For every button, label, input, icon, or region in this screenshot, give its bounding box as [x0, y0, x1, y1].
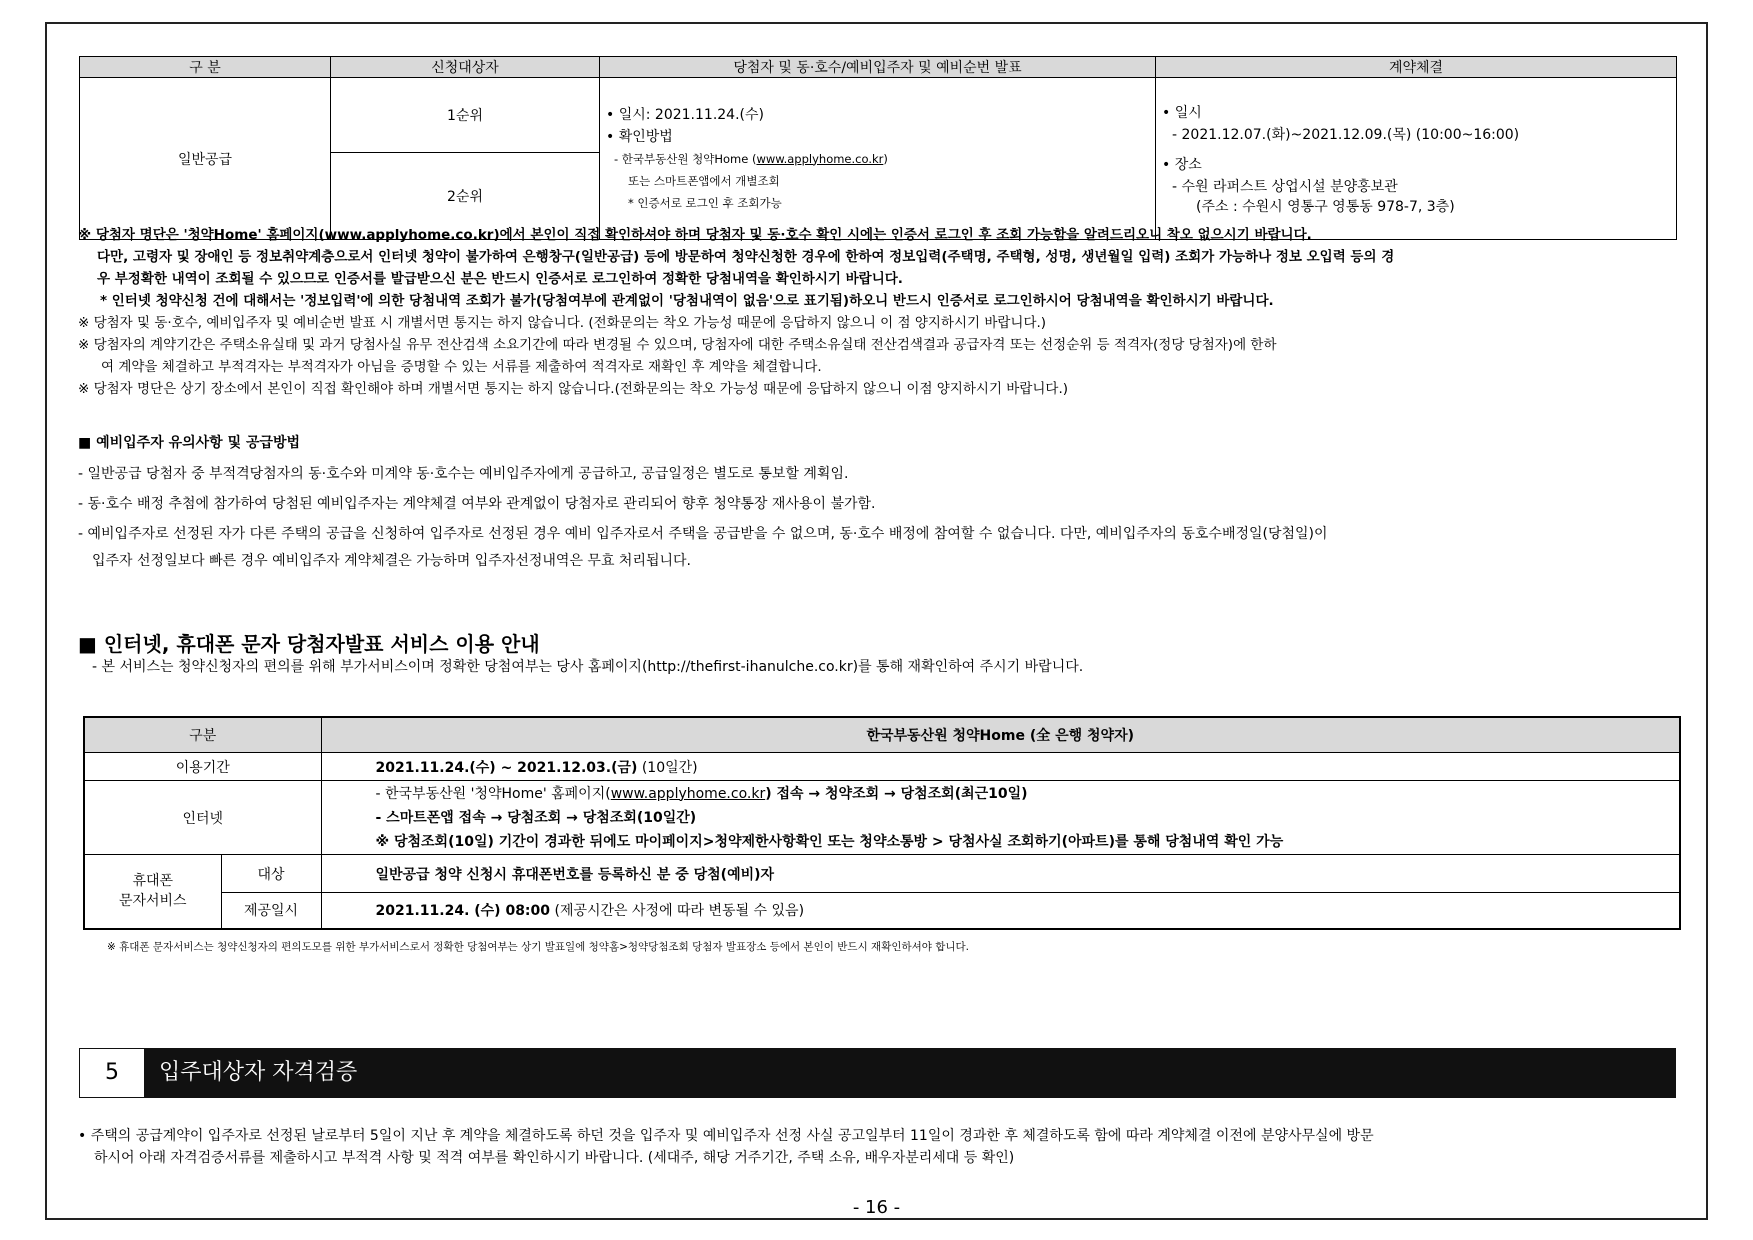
applyhome-link[interactable]: www.applyhome.co.kr: [610, 785, 766, 802]
contract-place-label: • 장소: [1162, 156, 1202, 173]
table-row: [84, 753, 1680, 781]
time-value: 2021.11.24. (수) 08:00 (제공시간은 사정에 따라 변동될 수 있음): [321, 893, 1680, 929]
table-row: [84, 781, 1680, 855]
rank-2: 2순위: [331, 153, 600, 240]
table-row: [84, 855, 1680, 893]
reserve-line: - 일반공급 당첨자 중 부적격당첨자의 동·호수와 미계약 동·호수는 예비입주자에게 공급하고, 공급일정은 별도로 통보할 계획임.: [78, 466, 849, 482]
mobile-label: 휴대폰 문자서비스: [84, 855, 221, 929]
notes-block: [78, 224, 1688, 400]
service-header-applyhome: 한국부동산원 청약Home (全 은행 청약자): [321, 717, 1680, 753]
applyhome-link[interactable]: www.applyhome.co.kr: [756, 151, 884, 166]
internet-label: 인터넷: [84, 781, 321, 855]
announce-line2: 또는 스마트폰앱에서 개별조회: [628, 173, 780, 188]
note-line: ※ 당첨자의 계약기간은 주택소유실태 및 과거 당첨사실 유무 전산검색 소요기간에 따라 변경될 수 있으며, 당첨자에 대한 주택소유실태 전산검색결과 공급자격 또는 선정순위 등 적격자(정당 당첨자)에 한하: [78, 337, 1277, 353]
reserve-heading: ■ 예비입주자 유의사항 및 공급방법: [78, 435, 301, 451]
section-number: 5: [80, 1049, 144, 1097]
paragraph-line: 하시어 아래 자격검증서류를 제출하시고 부적격 사항 및 적격 여부를 확인하시기 바랍니다. (세대주, 해당 거주기간, 주택 소유, 배우자분리세대 등 확인): [94, 1150, 1015, 1166]
announcement-table-header: [80, 57, 1677, 78]
internet-line1: - 한국부동산원 '청약Home' 홈페이지(www.applyhome.co.kr) 접속 → 청약조회 → 당첨조회(최근10일): [375, 785, 1028, 802]
header-applicant: 신청대상자: [331, 57, 600, 78]
contract-date-value: - 2021.12.07.(화)~2021.12.09.(목) (10:00~16:00): [1172, 126, 1520, 143]
service-subtext: - 본 서비스는 청약신청자의 편의를 위해 부가서비스이며 정확한 당첨여부는 당사 홈페이지(http://thefirst-ihanulche.co.kr)를 통해 재확인하여 주시기 바랍니다.: [92, 659, 1084, 675]
category-general-supply: 일반공급: [80, 78, 331, 240]
service-table: [83, 716, 1681, 930]
reserve-line: - 예비입주자로 선정된 자가 다른 주택의 공급을 신청하여 입주자로 선정된 경우 예비 입주자로서 주택을 공급받을 수 없으며, 동·호수 배정에 참여할 수 없습니다. 다만, 예비입주자의 동호수배정일(당첨일)이: [78, 526, 1328, 542]
announcement-table: [79, 56, 1677, 240]
internet-line2: - 스마트폰앱 접속 → 당첨조회 → 당첨조회(10일간): [375, 809, 697, 826]
note-line: * 인터넷 청약신청 건에 대해서는 '정보입력'에 의한 당첨내역 조회가 불가(당첨여부에 관계없이 '당첨내역이 없음'으로 표기됨)하오니 반드시 인증서로 로그인하시어 당첨내역을 확인하시기 바랍니다.: [100, 293, 1274, 309]
rank-1: 1순위: [331, 78, 600, 153]
header-contract: 계약체결: [1156, 57, 1677, 78]
target-label: 대상: [221, 855, 321, 893]
table-row: [80, 78, 1677, 153]
section-5-paragraph: [78, 1125, 1698, 1169]
announce-method: • 확인방법: [606, 128, 673, 145]
internet-line3: ※ 당첨조회(10일) 기간이 경과한 뒤에도 마이페이지>청약제한사항확인 또는 청약소통방 > 당첨사실 조회하기(아파트)를 통해 당첨내역 확인 가능: [375, 833, 1284, 850]
service-footnote: ※ 휴대폰 문자서비스는 청약신청자의 편의도모를 위한 부가서비스로서 정확한 당첨여부는 상기 발표일에 청약홈>청약당첨조회 당첨자 발표장소 등에서 본인이 반드시 재확인하셔야 합니다.: [107, 941, 970, 953]
announcement-details: [600, 78, 1156, 240]
note-line: ※ 당첨자 명단은 '청약Home' 홈페이지(www.applyhome.co.kr)에서 본인이 직접 확인하셔야 하며 당첨자 및 동·호수 확인 시에는 인증서 로그인 후 조회 가능함을 알려드리오니 착오 없으시기 바랍니다.: [78, 227, 1312, 243]
announce-date: • 일시: 2021.11.24.(수): [606, 106, 764, 123]
contract-place-value: - 수원 라퍼스트 상업시설 분양홍보관: [1172, 178, 1398, 195]
note-line: 우 부정확한 내역이 조회될 수 있으므로 인증서를 발급받으신 분은 반드시 인증서로 로그인하여 정확한 당첨내역을 확인하시기 바랍니다.: [97, 271, 903, 287]
note-line: 여 계약을 체결하고 부적격자는 부적격자가 아님을 증명할 수 있는 서류를 제출하여 적격자로 재확인 후 계약을 체결합니다.: [101, 359, 822, 375]
contract-date-label: • 일시: [1162, 104, 1202, 121]
header-announcement: 당첨자 및 동·호수/예비입주자 및 예비순번 발표: [600, 57, 1156, 78]
time-label: 제공일시: [221, 893, 321, 929]
header-category: 구 분: [80, 57, 331, 78]
section-title: 입주대상자 자격검증: [159, 1060, 358, 1085]
section-5-header: [79, 1048, 1676, 1098]
note-line: ※ 당첨자 및 동·호수, 예비입주자 및 예비순번 발표 시 개별서면 통지는 하지 않습니다. (전화문의는 착오 가능성 때문에 응답하지 않으니 이 점 양지하시기 바랍니다.): [78, 315, 1047, 331]
service-heading: ■ 인터넷, 휴대폰 문자 당첨자발표 서비스 이용 안내: [78, 632, 540, 656]
internet-details: [321, 781, 1680, 855]
note-line: 다만, 고령자 및 장애인 등 정보취약계층으로서 인터넷 청약이 불가하여 은행창구(일반공급) 등에 방문하여 청약신청한 경우에 한하여 정보입력(주택명, 주택형, 성명, 생년월일 입력) 조회가 가능하나 정보 오입력 등의 경: [97, 249, 1395, 265]
service-table-header: [84, 717, 1680, 753]
announce-line3: * 인증서로 로그인 후 조회가능: [628, 195, 782, 210]
note-line: ※ 당첨자 명단은 상기 장소에서 본인이 직접 확인해야 하며 개별서면 통지는 하지 않습니다.(전화문의는 착오 가능성 때문에 응답하지 않으니 이점 양지하시기 바랍니다.): [78, 381, 1068, 397]
contract-address: (주소 : 수원시 영통구 영통동 978-7, 3층): [1196, 198, 1455, 215]
service-header-category: 구분: [84, 717, 321, 753]
period-label: 이용기간: [84, 753, 321, 781]
paragraph-line: • 주택의 공급계약이 입주자로 선정된 날로부터 5일이 지난 후 계약을 체결하도록 하던 것을 입주자 및 예비입주자 선정 사실 공고일부터 11일이 경과한 후 체결하도록 함에 따라 계약체결 이전에 분양사무실에 방문: [78, 1128, 1374, 1144]
contract-details: [1156, 78, 1677, 240]
reserve-line: - 동·호수 배정 추첨에 참가하여 당첨된 예비입주자는 계약체결 여부와 관계없이 당첨자로 관리되어 향후 청약통장 재사용이 불가함.: [78, 496, 876, 512]
reserve-section: [78, 433, 1698, 581]
announce-line1: - 한국부동산원 청약Home (www.applyhome.co.kr): [614, 151, 888, 166]
period-value: 2021.11.24.(수) ~ 2021.12.03.(금) (10일간): [321, 753, 1680, 781]
page-number: - 16 -: [852, 1197, 901, 1218]
reserve-line: 입주자 선정일보다 빠른 경우 예비입주자 계약체결은 가능하며 입주자선정내역은 무효 처리됩니다.: [92, 553, 691, 569]
target-value: 일반공급 청약 신청시 휴대폰번호를 등록하신 분 중 당첨(예비)자: [321, 855, 1680, 893]
table-row: [84, 893, 1680, 929]
